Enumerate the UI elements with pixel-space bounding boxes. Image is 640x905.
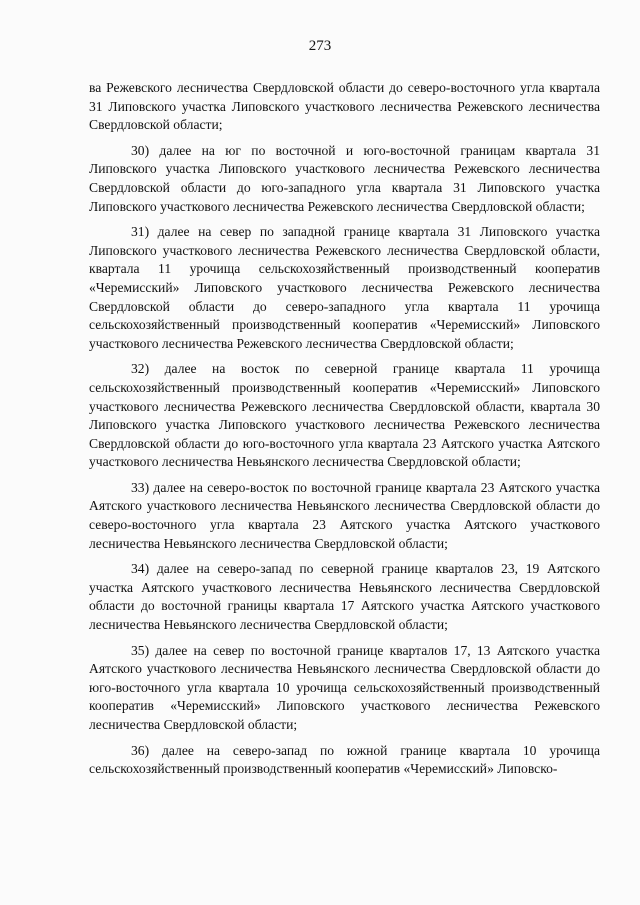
paragraph-item-30: 30) далее на юг по восточной и юго-восточной границам квартала 31 Липовского участка Липовского участкового лесничества Режевского лесничества Свердловской области до юго-западного угла квартала 31 Липовского участка Липовского участкового лесничества Режевского лесничества Свердловской области;	[89, 142, 600, 214]
paragraph-item-36: 36) далее на северо-запад по южной границе квартала 10 урочища сельскохозяйственный производственный кооператив «Черемисский» Липовско-	[89, 742, 600, 777]
page-number: 273	[308, 38, 332, 54]
paragraph-item-32: 32) далее на восток по северной границе квартала 11 урочища сельскохозяйственный производственный кооператив «Черемисский» Липовского участкового лесничества Режевского лесничества Свердловской области, квартала 30 Липовского участка Липовского участкового лесничества Режевского лесничества Свердловской области до юго-восточного угла квартала 23 Аятского участка Аятского участкового лесничества Невьянского лесничества Свердловской области;	[89, 361, 600, 470]
document-body	[89, 79, 600, 779]
paragraph-continuation: ва Режевского лесничества Свердловской области до северо-восточного угла квартала 31 Липовского участка Липовского участкового лесничества Режевского лесничества Свердловской области;	[89, 80, 600, 133]
paragraph-item-35: 35) далее на север по восточной границе кварталов 17, 13 Аятского участка Аятского участкового лесничества Невьянского лесничества Свердловской области до юго-восточного угла квартала 10 урочища сельскохозяйственный производственный кооператив «Черемисский» Липовского участкового лесничества Режевского лесничества Свердловской области;	[89, 642, 600, 732]
paragraph-item-34: 34) далее на северо-запад по северной границе кварталов 23, 19 Аятского участка Аятского участкового лесничества Невьянского лесничества Свердловской области до восточной границы квартала 17 Аятского участка Аятского участкового лесничества Невьянского лесничества Свердловской области;	[89, 561, 600, 633]
paragraph-item-33: 33) далее на северо-восток по восточной границе квартала 23 Аятского участка Аятского участкового лесничества Невьянского лесничества Свердловской области до северо-восточного угла квартала 23 Аятского участка Аятского участкового лесничества Невьянского лесничества Свердловской области;	[89, 479, 600, 551]
paragraph-item-31: 31) далее на север по западной границе квартала 31 Липовского участка Липовского участкового лесничества Режевского лесничества Свердловской области, квартала 11 урочища сельскохозяйственный производственный кооператив «Черемисский» Липовского участкового лесничества Режевского лесничества Свердловской области до северо-западного угла квартала 11 урочища сельскохозяйственный производственный кооператив «Черемисский» Липовского участкового лесничества Режевского лесничества Свердловской области;	[89, 224, 600, 351]
